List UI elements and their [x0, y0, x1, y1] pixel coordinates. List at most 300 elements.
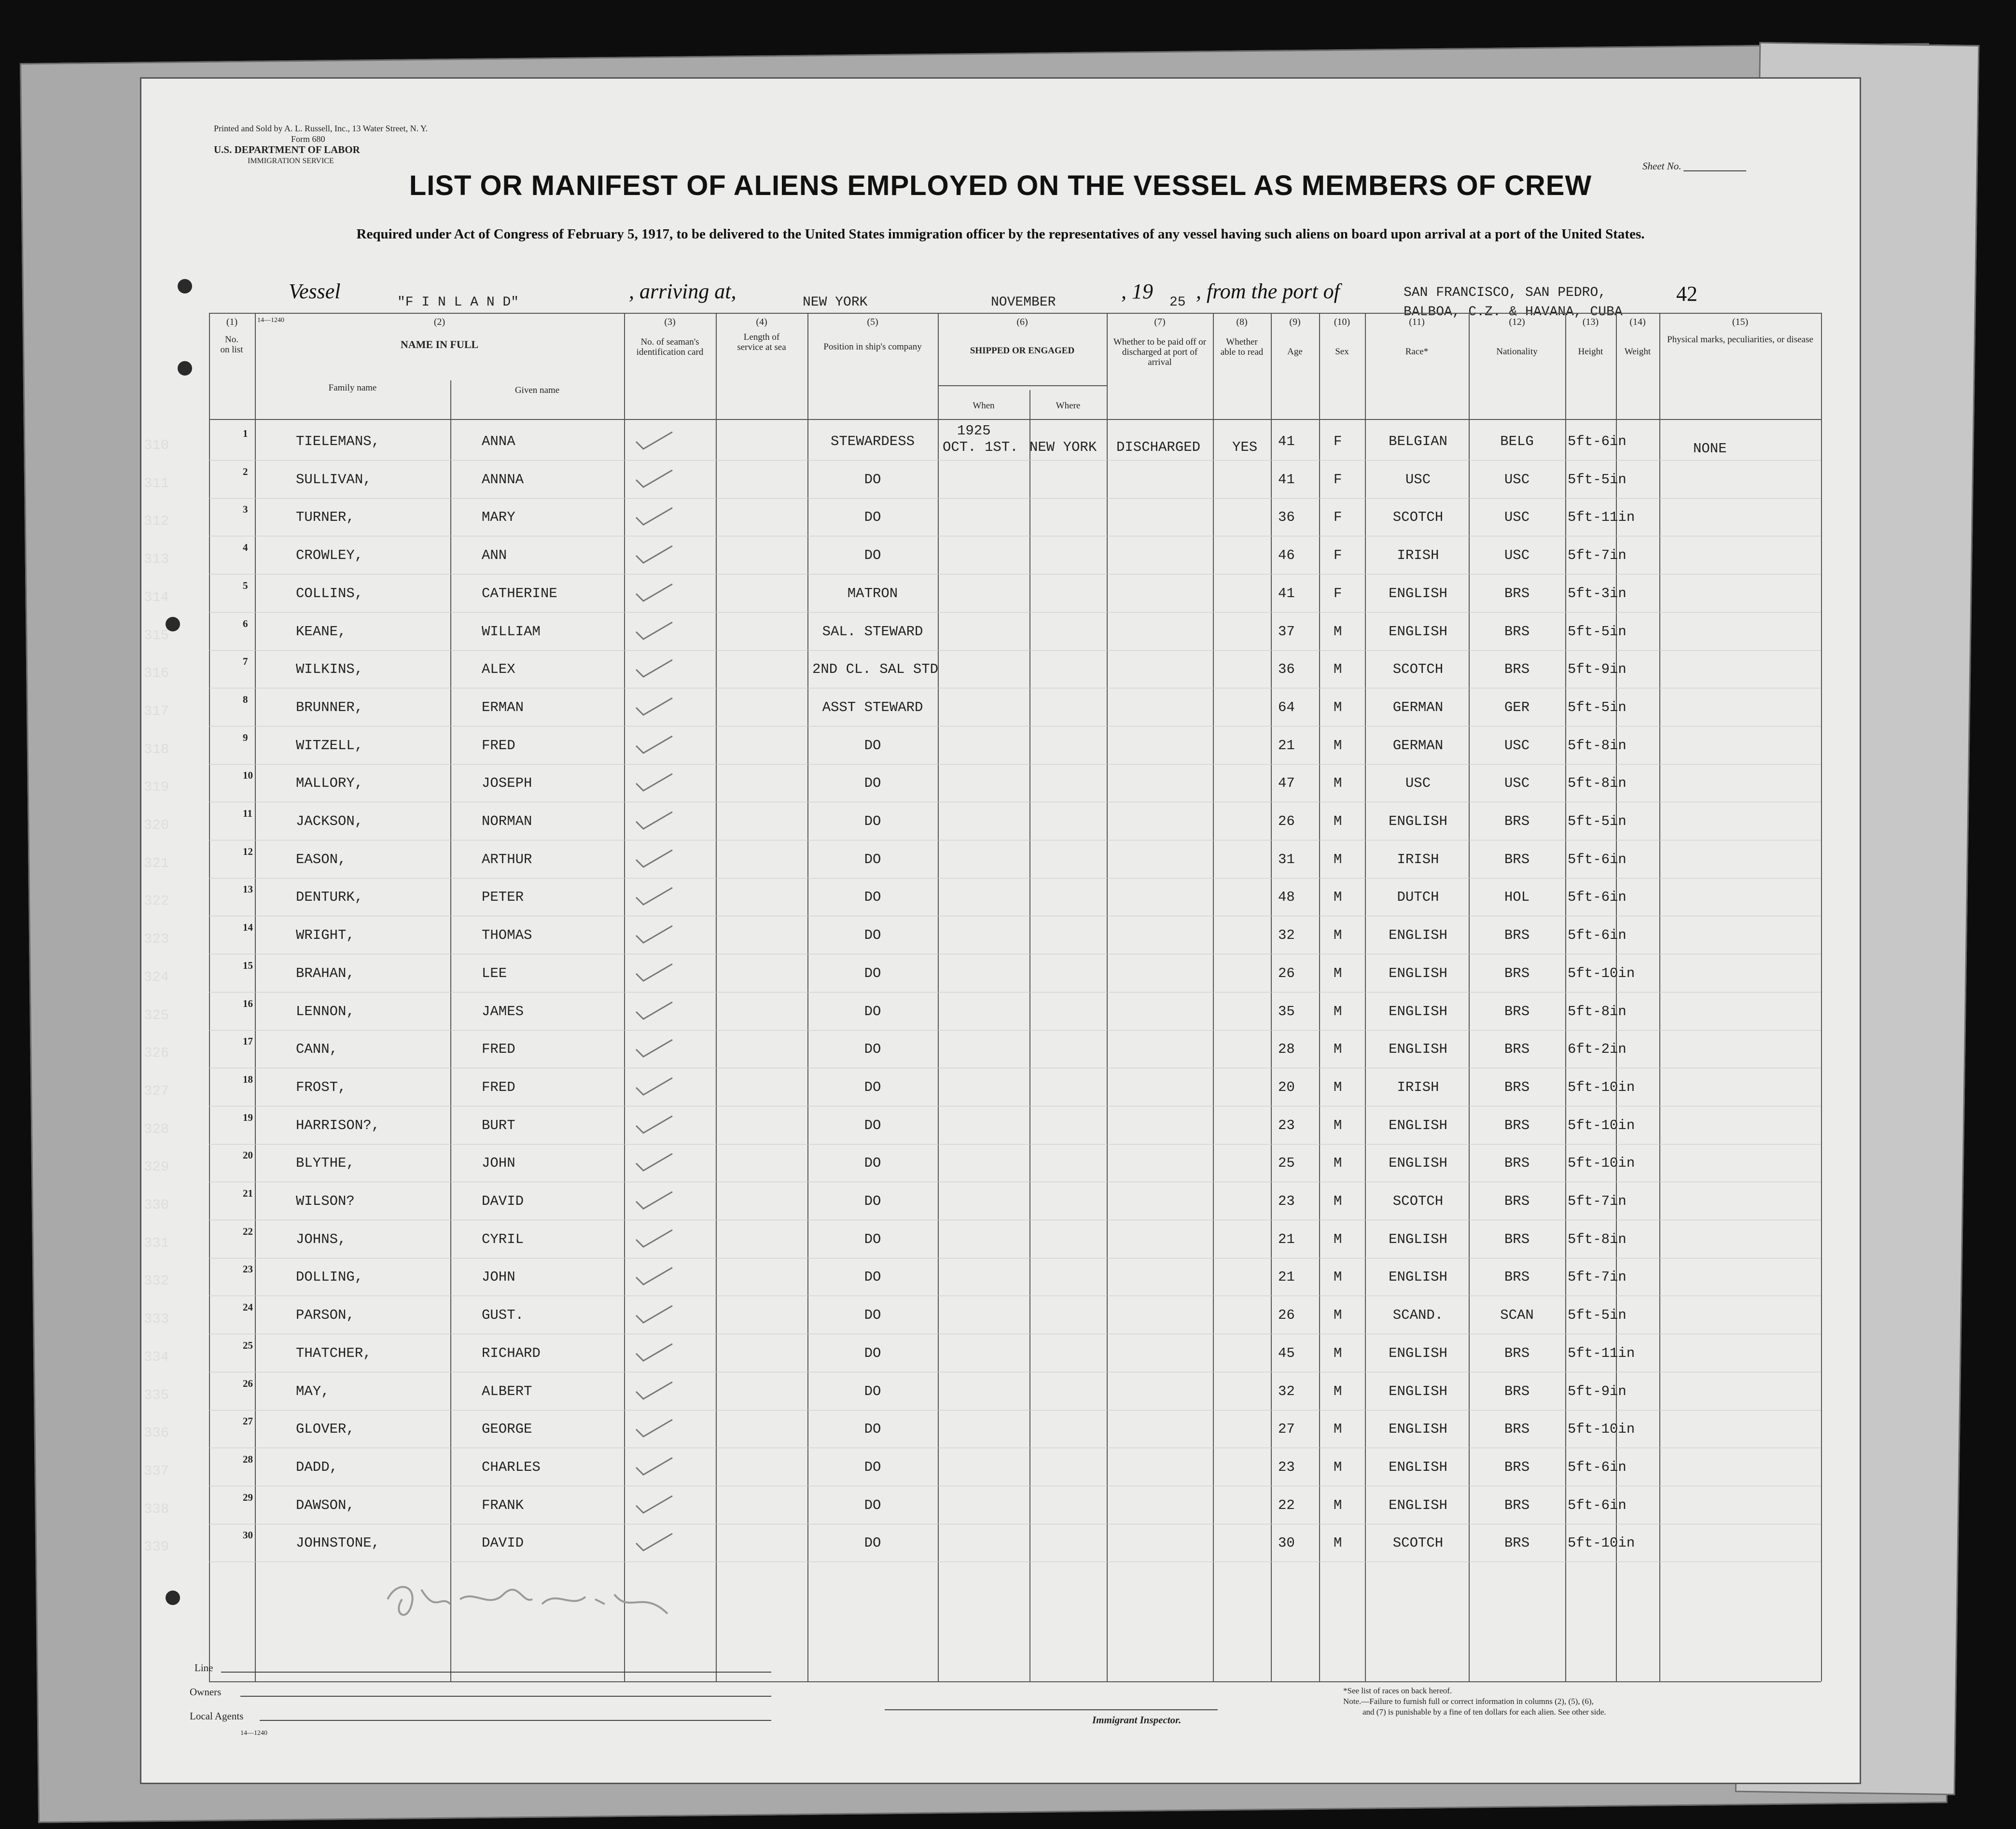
position: SAL. STEWARD	[822, 623, 923, 640]
manifest-page	[140, 77, 1861, 1784]
nationality: BRS	[1504, 1117, 1530, 1133]
col-header-seaman-card: No. of seaman's identification card	[636, 337, 704, 357]
height: 5ft-8in	[1568, 737, 1627, 754]
age: 23	[1278, 1117, 1295, 1133]
height: 5ft-10in	[1568, 1535, 1635, 1551]
family-name: JOHNS,	[296, 1231, 347, 1247]
height: 5ft-10in	[1568, 965, 1635, 981]
family-name: BRUNNER,	[296, 699, 363, 715]
nationality: USC	[1504, 509, 1530, 526]
family-name: TURNER,	[296, 509, 355, 526]
height: 5ft-6in	[1568, 433, 1627, 449]
height: 5ft-6in	[1568, 927, 1627, 944]
age: 41	[1278, 471, 1295, 488]
nationality: USC	[1504, 547, 1530, 564]
nationality: SCAN	[1500, 1307, 1534, 1324]
given-name: RICHARD	[482, 1345, 541, 1361]
race: USC	[1405, 471, 1431, 488]
col-divider	[209, 313, 210, 1681]
race: ENGLISH	[1389, 1155, 1447, 1172]
page-subtitle: Required under Act of Congress of February 5, 1917, to be delivered to the United States immigration officer by the representatives of any vessel having such aliens on board upon arrival at a port of the United States.	[356, 226, 1645, 242]
race: SCAND.	[1392, 1307, 1444, 1324]
nationality: USC	[1504, 737, 1530, 754]
position: DO	[864, 1269, 881, 1285]
arrival-year: 25	[1169, 295, 1186, 310]
nationality: BRS	[1504, 813, 1530, 829]
family-name: WRIGHT,	[296, 927, 355, 944]
check-mark-icon	[634, 810, 677, 834]
list-number: 9	[243, 731, 248, 743]
col-divider	[807, 313, 808, 1681]
given-name: GUST.	[482, 1307, 524, 1324]
list-number: 13	[243, 883, 253, 895]
given-name: DAVID	[482, 1193, 524, 1209]
age: 21	[1278, 1269, 1295, 1285]
list-number: 26	[243, 1377, 253, 1389]
nationality: HOL	[1504, 889, 1530, 906]
height: 5ft-9in	[1568, 661, 1627, 678]
row-number: 323	[144, 931, 169, 948]
owners-blank	[240, 1696, 771, 1697]
nationality: BRS	[1504, 1231, 1530, 1247]
col-header-given-name: Given name	[514, 385, 560, 395]
position: DO	[864, 965, 881, 981]
col-number-6: (6)	[1016, 317, 1028, 327]
race: ENGLISH	[1389, 1497, 1447, 1513]
nationality: GER	[1504, 699, 1530, 715]
nationality: USC	[1504, 775, 1530, 792]
check-mark-icon	[634, 696, 677, 720]
height: 5ft-5in	[1568, 1307, 1627, 1324]
family-name: THATCHER,	[296, 1345, 372, 1361]
list-number: 8	[243, 693, 248, 705]
height: 5ft-11in	[1568, 509, 1635, 526]
col-header-where: Where	[1056, 401, 1081, 411]
list-number: 10	[243, 769, 253, 782]
check-mark-icon	[634, 430, 677, 454]
check-mark-icon	[634, 1075, 677, 1100]
inspector-signature-line	[885, 1709, 1218, 1710]
family-name: DADD,	[296, 1459, 338, 1475]
height: 5ft-8in	[1568, 775, 1627, 792]
col-number-13: (13)	[1582, 317, 1599, 327]
age: 26	[1278, 965, 1295, 981]
given-name: WILLIAM	[482, 623, 541, 640]
binding-hole	[178, 279, 192, 293]
col-header-able-read: Whether able to read	[1220, 337, 1264, 357]
list-number: 3	[243, 503, 248, 516]
col-divider	[1319, 313, 1320, 1681]
check-mark-icon	[634, 1151, 677, 1175]
col-divider	[1107, 313, 1108, 1681]
list-number: 2	[243, 465, 248, 477]
arriving-label: , arriving at,	[629, 279, 737, 303]
col-header-when: When	[973, 401, 995, 411]
position: DO	[864, 1307, 881, 1324]
race: ENGLISH	[1389, 1117, 1447, 1133]
col-number-3: (3)	[664, 317, 676, 327]
race: ENGLISH	[1389, 813, 1447, 829]
row-number: 329	[144, 1159, 169, 1175]
check-mark-icon	[634, 1417, 677, 1441]
position: DO	[864, 1155, 881, 1172]
race: ENGLISH	[1389, 1345, 1447, 1361]
check-mark-icon	[634, 1000, 677, 1024]
col-header-sex: Sex	[1335, 347, 1349, 357]
nationality: BRS	[1504, 851, 1530, 867]
age: 32	[1278, 927, 1295, 944]
shipped-when: OCT. 1ST.	[943, 439, 1018, 455]
given-name: JOSEPH	[482, 775, 532, 792]
col-header-weight: Weight	[1624, 347, 1651, 357]
immigrant-inspector-label: Immigrant Inspector.	[1092, 1714, 1182, 1726]
height: 5ft-6in	[1568, 889, 1627, 906]
sex: M	[1334, 623, 1342, 640]
row-number: 325	[144, 1007, 169, 1023]
penalty-note-line1: Note.—Failure to furnish full or correct information in columns (2), (5), (6),	[1343, 1697, 1594, 1706]
race: ENGLISH	[1389, 927, 1447, 944]
position: DO	[864, 471, 881, 488]
sex: M	[1334, 1383, 1342, 1399]
position: DO	[864, 813, 881, 829]
col-header-age: Age	[1287, 347, 1303, 357]
col-header-paid-off: Whether to be paid off or discharged at port of arrival	[1113, 337, 1207, 367]
col-header-physical-marks: Physical marks, peculiarities, or disease	[1667, 335, 1813, 345]
given-name: CHARLES	[482, 1459, 541, 1475]
age: 25	[1278, 1155, 1295, 1172]
nationality: BRS	[1504, 1079, 1530, 1095]
nationality: BRS	[1504, 965, 1530, 981]
age: 22	[1278, 1497, 1295, 1513]
height: 5ft-7in	[1568, 547, 1627, 564]
row-number: 312	[144, 513, 169, 530]
race: DUTCH	[1397, 889, 1439, 906]
height: 5ft-3in	[1568, 585, 1627, 601]
list-number: 20	[243, 1149, 253, 1161]
given-name: THOMAS	[482, 927, 532, 944]
sex: M	[1334, 927, 1342, 944]
page-number: 42	[1676, 282, 1697, 306]
physical-marks: NONE	[1693, 441, 1727, 457]
printer-line: Printed and Sold by A. L. Russell, Inc., 13 Water Street, N. Y.	[214, 124, 428, 133]
form-code-bottom: 14—1240	[240, 1730, 267, 1737]
age: 41	[1278, 433, 1295, 449]
height: 5ft-7in	[1568, 1269, 1627, 1285]
binding-hole	[166, 1591, 180, 1605]
list-number: 24	[243, 1301, 253, 1313]
age: 28	[1278, 1041, 1295, 1058]
binding-hole	[178, 361, 192, 376]
row-number: 316	[144, 665, 169, 682]
age: 35	[1278, 1003, 1295, 1019]
col-number-15: (15)	[1732, 317, 1749, 327]
sex: M	[1334, 1459, 1342, 1475]
nationality: BRS	[1504, 1041, 1530, 1058]
position: ASST STEWARD	[822, 699, 923, 715]
nationality: BRS	[1504, 661, 1530, 678]
race: ENGLISH	[1389, 1231, 1447, 1247]
sheet-number-label: Sheet No.	[1642, 160, 1682, 172]
age: 23	[1278, 1193, 1295, 1209]
position: DO	[864, 1193, 881, 1209]
row-number: 326	[144, 1045, 169, 1061]
row-guide-line	[209, 612, 1821, 613]
family-name: DOLLING,	[296, 1269, 363, 1285]
row-guide-line	[209, 1030, 1821, 1031]
col-number-2: (2)	[433, 317, 445, 327]
sex: M	[1334, 775, 1342, 792]
height: 5ft-7in	[1568, 1193, 1627, 1209]
row-number: 320	[144, 817, 169, 833]
list-number: 1	[243, 428, 248, 439]
race: ENGLISH	[1389, 1383, 1447, 1399]
sex: M	[1334, 1345, 1342, 1361]
col-divider	[1271, 313, 1272, 1681]
form-number: Form 680	[291, 134, 325, 144]
able-to-read: YES	[1232, 439, 1258, 455]
row-guide-line	[209, 764, 1821, 765]
age: 36	[1278, 661, 1295, 678]
owners-label: Owners	[190, 1686, 222, 1698]
family-name: PARSON,	[296, 1307, 355, 1324]
race: IRISH	[1397, 1079, 1439, 1095]
given-name: PETER	[482, 889, 524, 906]
given-name: ANNNA	[482, 471, 524, 488]
age: 20	[1278, 1079, 1295, 1095]
col-number-8: (8)	[1236, 317, 1248, 327]
position: DO	[864, 1079, 881, 1095]
col-divider	[255, 313, 256, 1681]
row-number: 328	[144, 1121, 169, 1137]
given-name: ALEX	[482, 661, 515, 678]
position: DO	[864, 737, 881, 754]
given-name: CYRIL	[482, 1231, 524, 1247]
given-name: GEORGE	[482, 1421, 532, 1438]
given-name: ERMAN	[482, 699, 524, 715]
race: SCOTCH	[1392, 1193, 1444, 1209]
race: BELGIAN	[1389, 433, 1447, 449]
age: 21	[1278, 1231, 1295, 1247]
family-name: SULLIVAN,	[296, 471, 372, 488]
position: DO	[864, 851, 881, 867]
race: GERMAN	[1392, 737, 1444, 754]
check-mark-icon	[634, 1380, 677, 1404]
position: DO	[864, 889, 881, 906]
family-name: CROWLEY,	[296, 547, 363, 564]
height: 5ft-5in	[1568, 623, 1627, 640]
page-title: LIST OR MANIFEST OF ALIENS EMPLOYED ON THE VESSEL AS MEMBERS OF CREW	[409, 170, 1592, 201]
list-number: 11	[243, 808, 252, 819]
col-number-14: (14)	[1629, 317, 1646, 327]
height: 5ft-6in	[1568, 851, 1627, 867]
col-divider	[716, 313, 717, 1681]
list-number: 29	[243, 1491, 253, 1503]
height: 5ft-10in	[1568, 1117, 1635, 1133]
list-number: 16	[243, 997, 253, 1009]
line-blank	[221, 1672, 771, 1673]
form-code-top: 14—1240	[257, 317, 284, 324]
race: ENGLISH	[1389, 1459, 1447, 1475]
age: 47	[1278, 775, 1295, 792]
race: USC	[1405, 775, 1431, 792]
family-name: FROST,	[296, 1079, 347, 1095]
position: DO	[864, 1459, 881, 1475]
check-mark-icon	[634, 1265, 677, 1289]
row-number: 314	[144, 589, 169, 605]
row-guide-line	[209, 878, 1821, 879]
row-number: 327	[144, 1083, 169, 1099]
check-mark-icon	[634, 1531, 677, 1555]
sex: M	[1334, 1231, 1342, 1247]
sex: M	[1334, 1497, 1342, 1513]
given-name: JOHN	[482, 1155, 515, 1172]
row-number: 317	[144, 703, 169, 719]
position: DO	[864, 1421, 881, 1438]
table-top-rule	[209, 313, 1821, 314]
given-name: ARTHUR	[482, 851, 532, 867]
given-name: JOHN	[482, 1269, 515, 1285]
position: DO	[864, 1383, 881, 1399]
age: 27	[1278, 1421, 1295, 1438]
position: 2ND CL. SAL STD	[812, 661, 939, 678]
check-mark-icon	[634, 1189, 677, 1214]
nationality: BRS	[1504, 1535, 1530, 1551]
race: SCOTCH	[1392, 1535, 1444, 1551]
position: STEWARDESS	[830, 433, 915, 449]
check-mark-icon	[634, 544, 677, 568]
line-label: Line	[195, 1662, 213, 1674]
list-number: 21	[243, 1187, 253, 1199]
height: 5ft-10in	[1568, 1079, 1635, 1095]
height: 6ft-2in	[1568, 1041, 1627, 1058]
position: DO	[864, 547, 881, 564]
col-header-nationality: Nationality	[1496, 347, 1538, 357]
nationality: BRS	[1504, 623, 1530, 640]
col-header-no-on-list: No. on list	[220, 335, 243, 355]
col-header-name-in-full: NAME IN FULL	[400, 338, 479, 350]
position: DO	[864, 1003, 881, 1019]
check-mark-icon	[634, 1455, 677, 1480]
sex: F	[1334, 509, 1342, 526]
row-guide-line	[209, 650, 1821, 651]
row-number: 336	[144, 1425, 169, 1441]
family-name: BRAHAN,	[296, 965, 355, 981]
list-number: 23	[243, 1263, 253, 1275]
row-guide-line	[209, 498, 1821, 499]
position: MATRON	[847, 585, 898, 601]
age: 21	[1278, 737, 1295, 754]
col-number-11: (11)	[1409, 317, 1425, 327]
nationality: BRS	[1504, 1421, 1530, 1438]
vessel-name: "F I N L A N D"	[397, 295, 519, 310]
shipped-subrule	[938, 385, 1107, 386]
col-header-family-name: Family name	[328, 383, 377, 393]
row-number: 338	[144, 1501, 169, 1517]
row-number: 337	[144, 1463, 169, 1479]
family-name: MALLORY,	[296, 775, 363, 792]
col-header-position: Position in ship's company	[823, 342, 922, 352]
family-name: HARRISON?,	[296, 1117, 380, 1133]
height: 5ft-5in	[1568, 699, 1627, 715]
check-mark-icon	[634, 771, 677, 796]
check-mark-icon	[634, 582, 677, 606]
col-header-race: Race*	[1405, 347, 1429, 357]
age: 48	[1278, 889, 1295, 906]
nationality: BRS	[1504, 1269, 1530, 1285]
row-number: 318	[144, 741, 169, 757]
age: 45	[1278, 1345, 1295, 1361]
sex: F	[1334, 585, 1342, 601]
col-divider	[1659, 313, 1660, 1681]
sex: M	[1334, 851, 1342, 867]
given-name: FRANK	[482, 1497, 524, 1513]
list-number: 19	[243, 1111, 253, 1123]
row-number: 330	[144, 1197, 169, 1213]
height: 5ft-8in	[1568, 1003, 1627, 1019]
family-name: LENNON,	[296, 1003, 355, 1019]
row-number: 315	[144, 627, 169, 643]
given-name: JAMES	[482, 1003, 524, 1019]
age: 37	[1278, 623, 1295, 640]
nationality: BRS	[1504, 1193, 1530, 1209]
position: DO	[864, 1117, 881, 1133]
col-divider	[1821, 313, 1822, 1681]
family-name: KEANE,	[296, 623, 347, 640]
age: 41	[1278, 585, 1295, 601]
check-mark-icon	[634, 848, 677, 872]
position: DO	[864, 1345, 881, 1361]
race: SCOTCH	[1392, 509, 1444, 526]
family-name: EASON,	[296, 851, 347, 867]
list-number: 4	[243, 542, 248, 554]
list-number: 14	[243, 921, 253, 934]
list-number: 15	[243, 959, 253, 971]
race: ENGLISH	[1389, 1269, 1447, 1285]
sex: M	[1334, 1117, 1342, 1133]
check-mark-icon	[634, 923, 677, 948]
age: 31	[1278, 851, 1295, 867]
row-number: 321	[144, 855, 169, 871]
arrival-year-prefix: , 19	[1121, 279, 1153, 303]
row-number: 313	[144, 551, 169, 568]
age: 26	[1278, 813, 1295, 829]
penalty-note-line2: and (7) is punishable by a fine of ten dollars for each alien. See other side.	[1363, 1707, 1606, 1717]
col-number-7: (7)	[1154, 317, 1166, 327]
sex: M	[1334, 1041, 1342, 1058]
sex: M	[1334, 1269, 1342, 1285]
height: 5ft-6in	[1568, 1459, 1627, 1475]
list-number: 28	[243, 1453, 253, 1465]
given-name: BURT	[482, 1117, 515, 1133]
sex: M	[1334, 737, 1342, 754]
col-divider	[1365, 313, 1366, 1681]
col-number-12: (12)	[1509, 317, 1525, 327]
position: DO	[864, 1231, 881, 1247]
family-name: WILKINS,	[296, 661, 363, 678]
departure-ports-line2: BALBOA, C.Z. & HAVANA, CUBA	[1404, 305, 1623, 320]
height: 5ft-5in	[1568, 813, 1627, 829]
sex: M	[1334, 1079, 1342, 1095]
row-number: 319	[144, 779, 169, 796]
nationality: BRS	[1504, 1383, 1530, 1399]
row-number: 310	[144, 437, 169, 453]
family-name: DAWSON,	[296, 1497, 355, 1513]
family-name: BLYTHE,	[296, 1155, 355, 1172]
paid-off-status: DISCHARGED	[1116, 439, 1201, 455]
family-name: COLLINS,	[296, 585, 363, 601]
col-number-1: (1)	[226, 317, 238, 327]
age: 32	[1278, 1383, 1295, 1399]
